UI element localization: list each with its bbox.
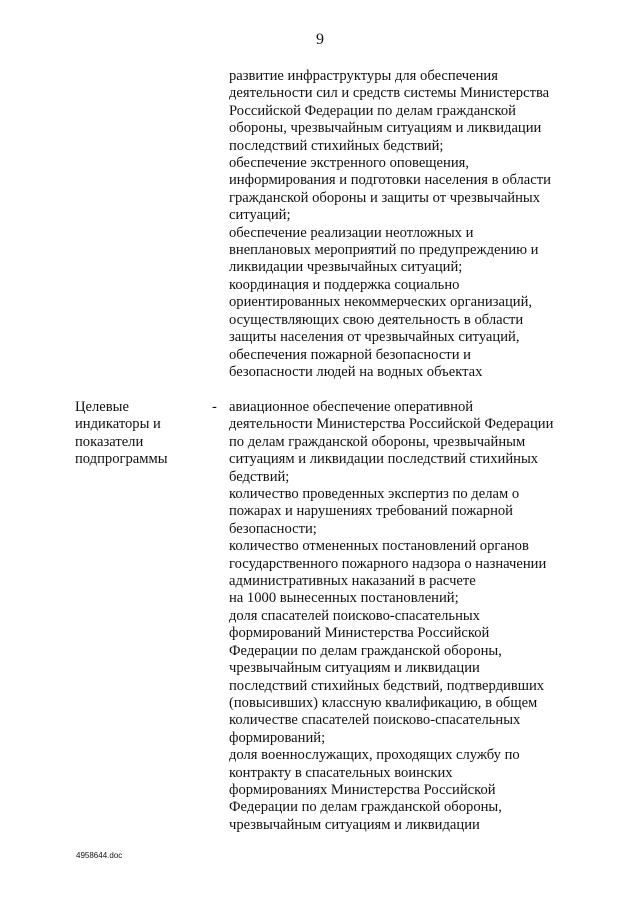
text-line: государственного пожарного надзора о назначении [229,555,547,572]
text-line: обороны, чрезвычайным ситуациям и ликвидации [229,120,542,137]
label-line: показатели [75,433,144,450]
text-line: координация и поддержка социально [229,276,460,293]
text-line: контракту в спасательных воинских [229,764,453,781]
text-line: безопасности; [229,520,317,537]
text-line: пожарах и нарушениях требований пожарной [229,503,513,520]
section-dash: - [212,399,217,415]
text-line: деятельности сил и средств системы Министерства [229,85,550,102]
text-line: формирований Министерства Российской [229,625,490,642]
text-line: последствий стихийных бедствий, подтвердивших [229,677,545,694]
text-line: доля военнослужащих, проходящих службу по [229,747,520,764]
label-line: Целевые [75,399,129,415]
text-line: чрезвычайным ситуациям и ликвидации [229,816,480,833]
text-line: административных наказаний в расчете [229,573,476,590]
label-line: подпрограммы [75,451,168,468]
text-line: авиационное обеспечение оперативной [229,399,474,415]
text-line: формированиях Министерства Российской [229,781,496,798]
top-text-block [229,68,574,381]
section-label [75,399,205,469]
text-line: обеспечения пожарной безопасности и [229,346,471,363]
page-number: 9 [316,31,324,48]
text-line: количестве спасателей поисково-спасательных [229,712,521,729]
text-line: по делам гражданской обороны, чрезвычайным [229,433,526,450]
text-line: деятельности Министерства Российской Федерации [229,416,554,433]
text-line: доля спасателей поисково-спасательных [229,607,480,624]
text-line: ориентированных некоммерческих организаций, [229,294,533,311]
text-line: осуществляющих свою деятельность в области [229,311,524,328]
text-line: защиты населения от чрезвычайных ситуаций, [229,329,520,346]
text-line: информирования и подготовки населения в области [229,172,551,189]
section-text-block [229,399,574,834]
text-line: чрезвычайным ситуациям и ликвидации [229,660,480,677]
text-line: ситуациям и ликвидации последствий стихийных [229,451,539,468]
text-line: количество проведенных экспертиз по делам о [229,486,520,503]
text-line: количество отмененных постановлений органов [229,538,529,555]
label-line: индикаторы и [75,416,161,433]
text-line: обеспечение реализации неотложных и [229,224,474,241]
text-line: Федерации по делам гражданской обороны, [229,642,502,659]
text-line: бедствий; [229,468,290,485]
text-line: последствий стихийных бедствий; [229,137,444,154]
footer-doc-id: 4958644.doc [76,851,123,860]
text-line: безопасности людей на водных объектах [229,363,483,380]
text-line: Российской Федерации по делам гражданской [229,102,516,119]
text-line: развитие инфраструктуры для обеспечения [229,68,498,84]
text-line: ситуаций; [229,207,291,224]
text-line: гражданской обороны и защиты от чрезвычайных [229,189,541,206]
text-line: Федерации по делам гражданской обороны, [229,799,502,816]
text-line: на 1000 вынесенных постановлений; [229,590,459,607]
text-line: обеспечение экстренного оповещения, [229,155,469,172]
text-line: ликвидации чрезвычайных ситуаций; [229,259,463,276]
text-line: формирований; [229,729,326,746]
text-line: (повысивших) классную квалификацию, в общем [229,694,538,711]
text-line: внеплановых мероприятий по предупреждению и [229,242,539,259]
